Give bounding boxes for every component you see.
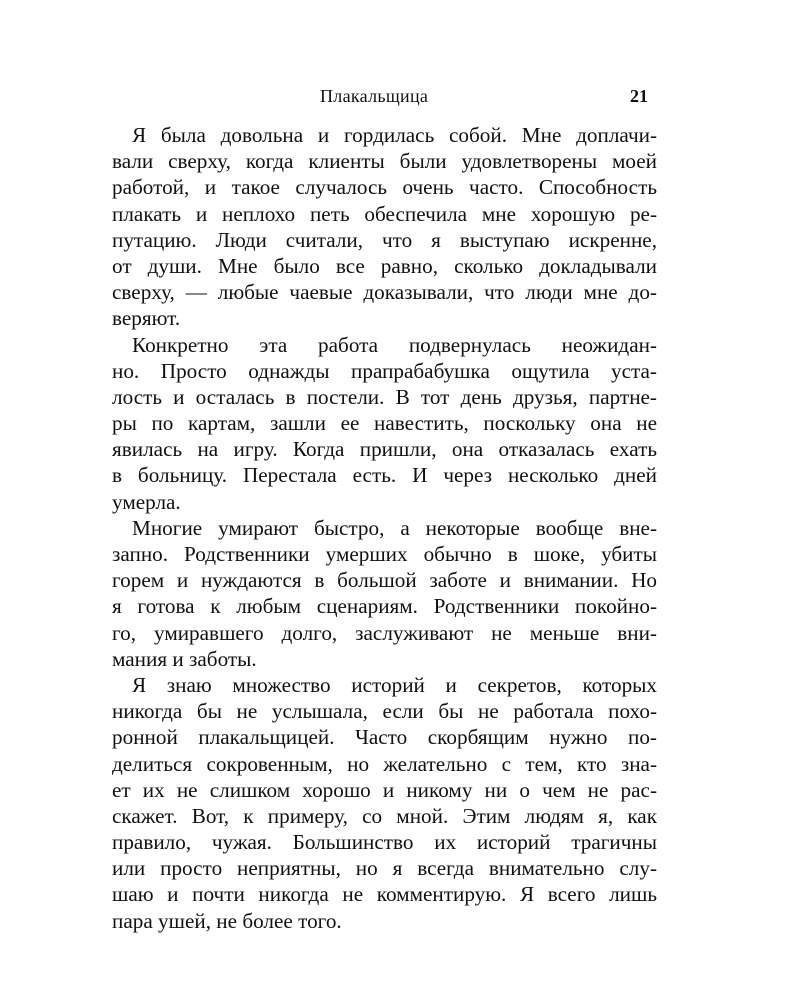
text-line: го, умиравшего долго, заслуживают не меньше вни- xyxy=(112,620,657,645)
text-line: вали сверху, когда клиенты были удовлетворены моей xyxy=(112,149,657,174)
text-line: но. Просто однажды прапрабабушка ощутила уста- xyxy=(112,358,657,383)
text-line: я готова к любым сценариям. Родственники покойно- xyxy=(112,594,657,619)
text-line: Я знаю множество историй и секретов, которых xyxy=(132,672,657,697)
text-line: явилась на игру. Когда пришли, она отказалась ехать xyxy=(112,437,657,462)
text-line: плакать и неплохо петь обеспечила мне хорошую ре- xyxy=(112,201,657,226)
text-line: Конкретно эта работа подвернулась неожидан- xyxy=(132,332,657,357)
page-number: 21 xyxy=(630,86,648,106)
text-line: путацию. Люди считали, что я выступаю искренне, xyxy=(112,227,657,252)
running-header xyxy=(0,86,800,114)
text-line: делиться сокровенным, но желательно с тем, кто зна- xyxy=(112,751,657,776)
text-line: веряют. xyxy=(112,306,181,331)
text-line: или просто неприятны, но я всегда внимательно слу- xyxy=(112,856,657,881)
text-line: ронной плакальщицей. Часто скорбящим нужно по- xyxy=(112,725,657,750)
text-line: ет их не слишком хорошо и никому ни о чем не рас- xyxy=(112,777,657,802)
text-line: горем и нуждаются в большой заботе и внимании. Но xyxy=(112,568,657,593)
text-line: Многие умирают быстро, а некоторые вообще вне- xyxy=(132,515,657,540)
text-line: правило, чужая. Большинство их историй трагичны xyxy=(112,830,657,855)
text-line: шаю и почти никогда не комментирую. Я всего лишь xyxy=(112,882,657,907)
paragraph-1 xyxy=(112,122,657,332)
paragraph-4 xyxy=(112,672,657,934)
text-line: в больницу. Перестала есть. И через несколько дней xyxy=(112,463,657,488)
text-line: запно. Родственники умерших обычно в шоке, убиты xyxy=(112,542,657,566)
text-line: умерла. xyxy=(112,489,181,514)
text-line: мания и заботы. xyxy=(112,646,257,671)
text-line: Я была довольна и гордилась собой. Мне доплачи- xyxy=(132,123,657,147)
paragraph-2 xyxy=(112,332,657,515)
text-line: ры по картам, зашли ее навестить, поскольку она не xyxy=(112,411,657,436)
text-line: пара ушей, не более того. xyxy=(112,908,342,933)
text-line: сверху, — любые чаевые доказывали, что люди мне до- xyxy=(112,280,657,305)
paragraph-3 xyxy=(112,515,657,672)
text-line: лость и осталась в постели. В тот день друзья, партне- xyxy=(112,384,657,409)
running-title: Плакальщица xyxy=(320,86,429,106)
text-line: от души. Мне было все равно, сколько докладывали xyxy=(112,253,657,278)
text-line: никогда бы не услышала, если бы не работала похо- xyxy=(112,699,657,724)
text-line: работой, и такое случалось очень часто. Способность xyxy=(112,175,657,200)
body-text xyxy=(112,122,657,934)
text-line: скажет. Вот, к примеру, со мной. Этим людям я, как xyxy=(112,803,657,828)
